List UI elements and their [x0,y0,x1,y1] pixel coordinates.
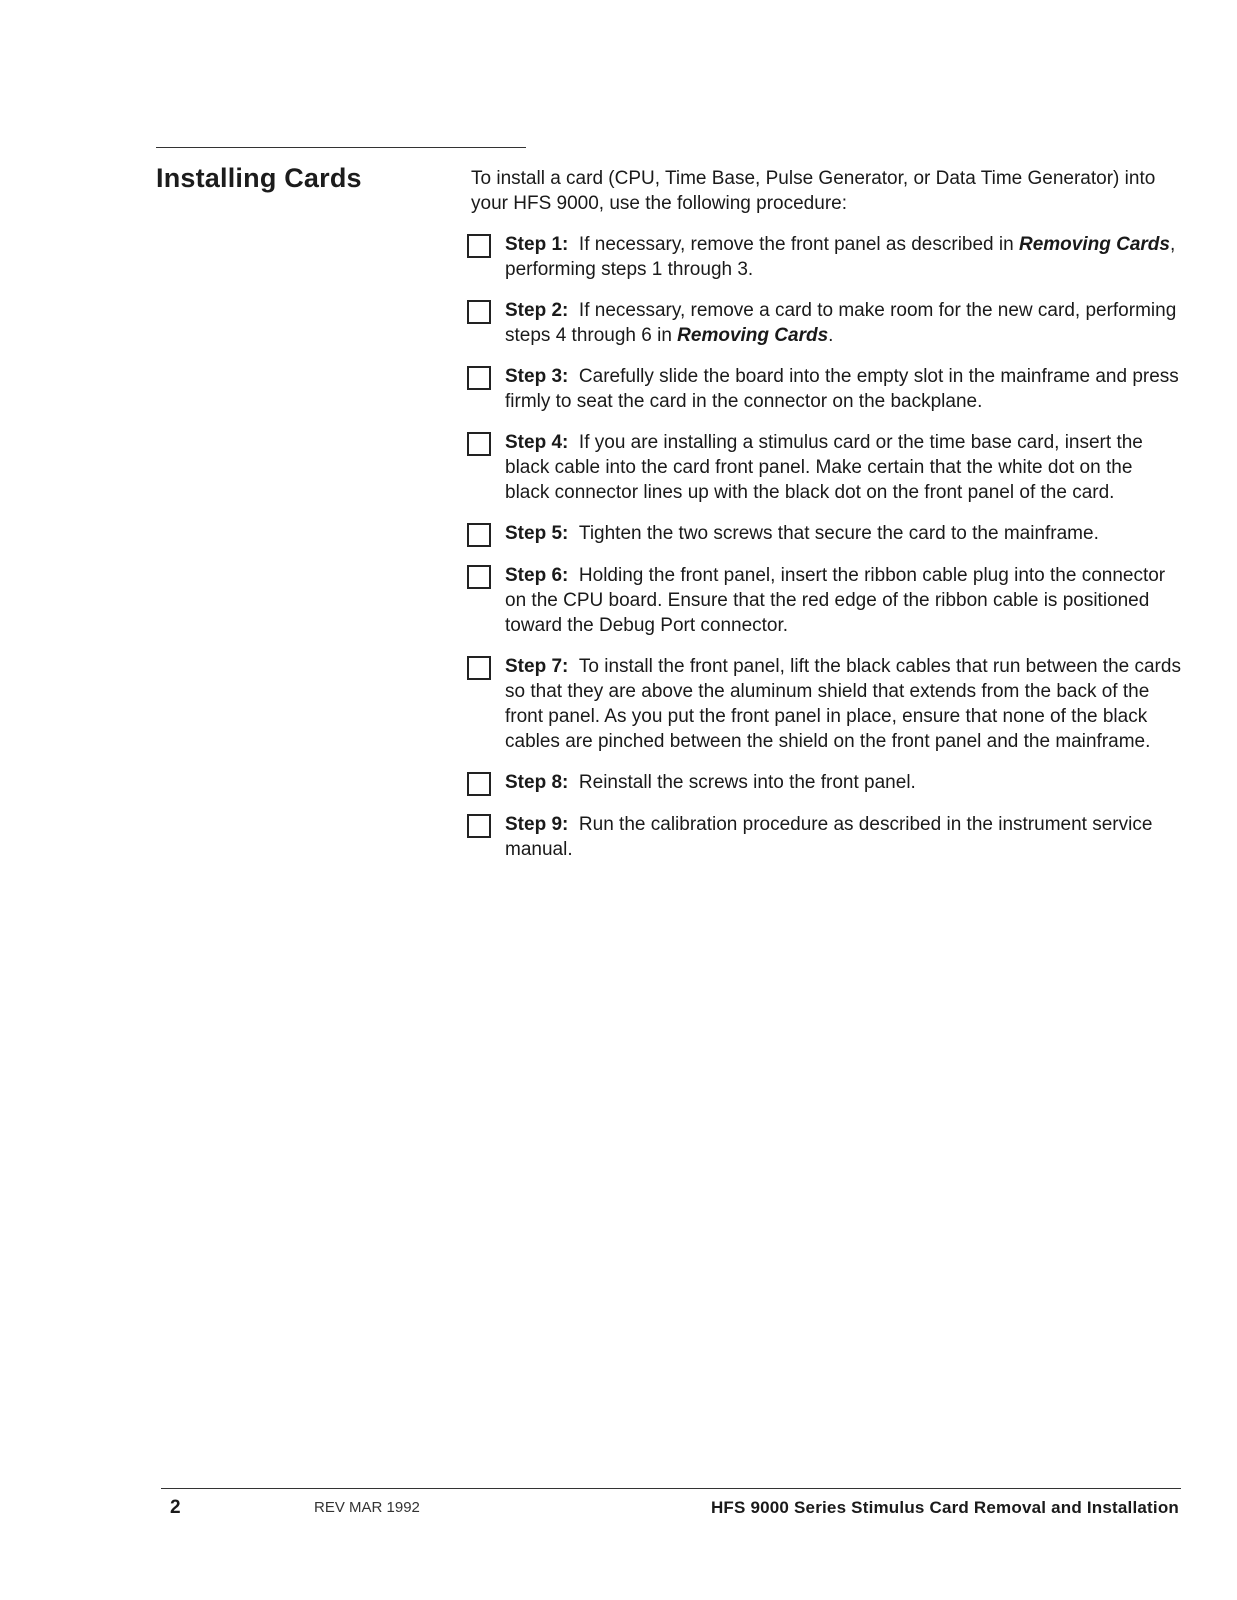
steps-list [471,232,1181,862]
footer-rule [161,1488,1181,1489]
step-text-main: If you are installing a stimulus card or the time base card, insert the black cable into the card front panel. Make certain that the white dot on the black connector lines up with the black dot on the front panel of the card. [505,432,1143,503]
step-text-main: Holding the front panel, insert the ribbon cable plug into the connector on the CPU board. Ensure that the red edge of the ribbon cable is positioned toward the Debug Port connector. [505,565,1166,636]
cross-reference: Removing Cards [677,325,829,346]
step-label: Step 4: [505,432,569,453]
intro-paragraph: To install a card (CPU, Time Base, Pulse Generator, or Data Time Generator) into your HFS 9000, use the following procedure: [471,168,1156,214]
step-text-tail: . [828,325,834,346]
checkbox-icon[interactable] [467,523,491,547]
step-text [505,770,1181,795]
step-label: Step 2: [505,300,569,321]
step-item-8 [471,770,1181,796]
step-item-7 [471,654,1181,754]
page-number: 2 [170,1497,181,1518]
step-text-main: Carefully slide the board into the empty slot in the mainframe and press firmly to seat the card in the connector on the backplane. [505,366,1179,412]
step-text-main: Run the calibration procedure as described in the instrument service manual. [505,814,1153,860]
revision-date: REV MAR 1992 [314,1499,420,1516]
step-text-main: Reinstall the screws into the front panel. [578,772,916,793]
step-label: Step 8: [505,772,569,793]
step-label: Step 1: [505,234,569,255]
step-text [505,430,1181,505]
step-item-2 [471,298,1181,348]
section-title: Installing Cards [156,163,362,193]
checkbox-icon[interactable] [467,366,491,390]
step-item-3 [471,364,1181,414]
step-item-4 [471,430,1181,505]
step-text [505,364,1181,414]
step-label: Step 7: [505,656,569,677]
step-text [505,298,1181,348]
step-text-main: If necessary, remove the front panel as described in [578,234,1019,255]
step-item-6 [471,563,1181,638]
step-text [505,812,1181,862]
step-item-5 [471,521,1181,547]
step-label: Step 6: [505,565,569,586]
checkbox-icon[interactable] [467,656,491,680]
checkbox-icon[interactable] [467,234,491,258]
section-content [471,166,1181,878]
step-label: Step 3: [505,366,569,387]
step-item-9 [471,812,1181,862]
step-text-tail: , performing steps 1 through 3. [505,234,1176,280]
checkbox-icon[interactable] [467,565,491,589]
section-top-rule [156,147,526,148]
step-label: Step 5: [505,523,569,544]
checkbox-icon[interactable] [467,814,491,838]
checkbox-icon[interactable] [467,432,491,456]
step-text [505,232,1181,282]
step-text-main: To install the front panel, lift the black cables that run between the cards so that they are above the aluminum shield that extends from the back of the front panel. As you put the front panel in place, ensure that none of the black cables are pinched between the shield on the front panel and the mainframe. [505,656,1181,752]
step-text [505,563,1181,638]
step-text-main: Tighten the two screws that secure the card to the mainframe. [578,523,1099,544]
step-text [505,654,1181,754]
document-title: HFS 9000 Series Stimulus Card Removal and Installation [710,1498,1179,1517]
step-text-main: If necessary, remove a card to make room for the new card, performing steps 4 through 6 in [505,300,1177,346]
step-text [505,521,1181,546]
cross-reference: Removing Cards [1018,234,1170,255]
checkbox-icon[interactable] [467,772,491,796]
step-item-1 [471,232,1181,282]
step-label: Step 9: [505,814,569,835]
checkbox-icon[interactable] [467,300,491,324]
